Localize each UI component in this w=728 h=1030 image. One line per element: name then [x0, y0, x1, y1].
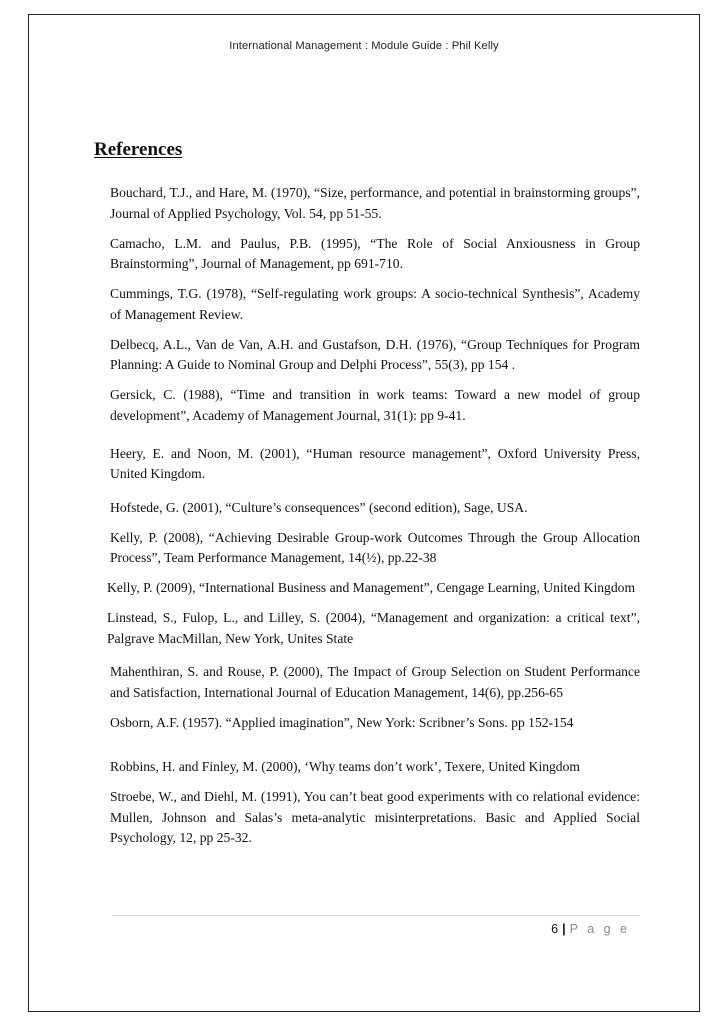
reference-osborn-1957: Osborn, A.F. (1957). “Applied imagination”, New York: Scribner’s Sons. pp 152-154: [110, 714, 574, 730]
references-heading: References: [94, 139, 183, 160]
reference-kelly-2008: Kelly, P. (2008), “Achieving Desirable Group-work Outcomes Through the Group Allocation Process”, Team Performance Management, 14(½), pp.22-38: [110, 529, 640, 565]
reference-camacho-1995: Camacho, L.M. and Paulus, P.B. (1995), “The Role of Social Anxiousness in Group Brainstorming”, Journal of Management, pp 691-710.: [110, 235, 640, 271]
footer-divider: [112, 915, 640, 916]
reference-heery-2001: Heery, E. and Noon, M. (2001), “Human resource management”, Oxford University Press, United Kingdom.: [110, 445, 640, 481]
footer-separator: |: [562, 922, 566, 936]
page-footer: [551, 922, 630, 936]
reference-bouchard-1970: Bouchard, T.J., and Hare, M. (1970), “Size, performance, and potential in brainstorming groups”, Journal of Applied Psychology, Vol. 54, pp 51-55.: [110, 185, 640, 221]
running-header: International Management : Module Guide : Phil Kelly: [229, 40, 499, 52]
reference-mahenthiran-2000: Mahenthiran, S. and Rouse, P. (2000), The Impact of Group Selection on Student Performance and Satisfaction, International Journal of Education Management, 14(6), pp.256-65: [110, 664, 640, 700]
reference-linstead-2004: Linstead, S., Fulop, L., and Lilley, S. (2004), “Management and organization: a critical text”, Palgrave MacMillan, New York, Unites State: [107, 610, 640, 646]
reference-list: [107, 183, 640, 858]
reference-stroebe-1991: Stroebe, W., and Diehl, M. (1991), You can’t beat good experiments with co relational evidence: Mullen, Johnson and Salas’s meta-analytic misinterpretations. Basic and Applied Social Psychology, 12, pp 25-32.: [110, 789, 640, 845]
reference-cummings-1978: Cummings, T.G. (1978), “Self-regulating work groups: A socio-technical Synthesis”, Academy of Management Review.: [110, 286, 640, 322]
reference-hofstede-2001: Hofstede, G. (2001), “Culture’s consequences” (second edition), Sage, USA.: [110, 499, 528, 515]
page-word: P a g e: [569, 922, 630, 936]
page-number: 6: [551, 922, 559, 936]
reference-robbins-2000: Robbins, H. and Finley, M. (2000), ‘Why teams don’t work’, Texere, United Kingdom: [110, 759, 580, 774]
reference-gersick-1988: Gersick, C. (1988), “Time and transition in work teams: Toward a new model of group development”, Academy of Management Journal, 31(1): pp 9-41.: [110, 387, 640, 423]
reference-delbecq-1976: Delbecq, A.L., Van de Van, A.H. and Gustafson, D.H. (1976), “Group Techniques for Program Planning: A Guide to Nominal Group and Delphi Process”, 55(3), pp 154 .: [110, 336, 640, 372]
reference-kelly-2009: Kelly, P. (2009), “International Business and Management”, Cengage Learning, United Kingdom: [107, 580, 636, 595]
